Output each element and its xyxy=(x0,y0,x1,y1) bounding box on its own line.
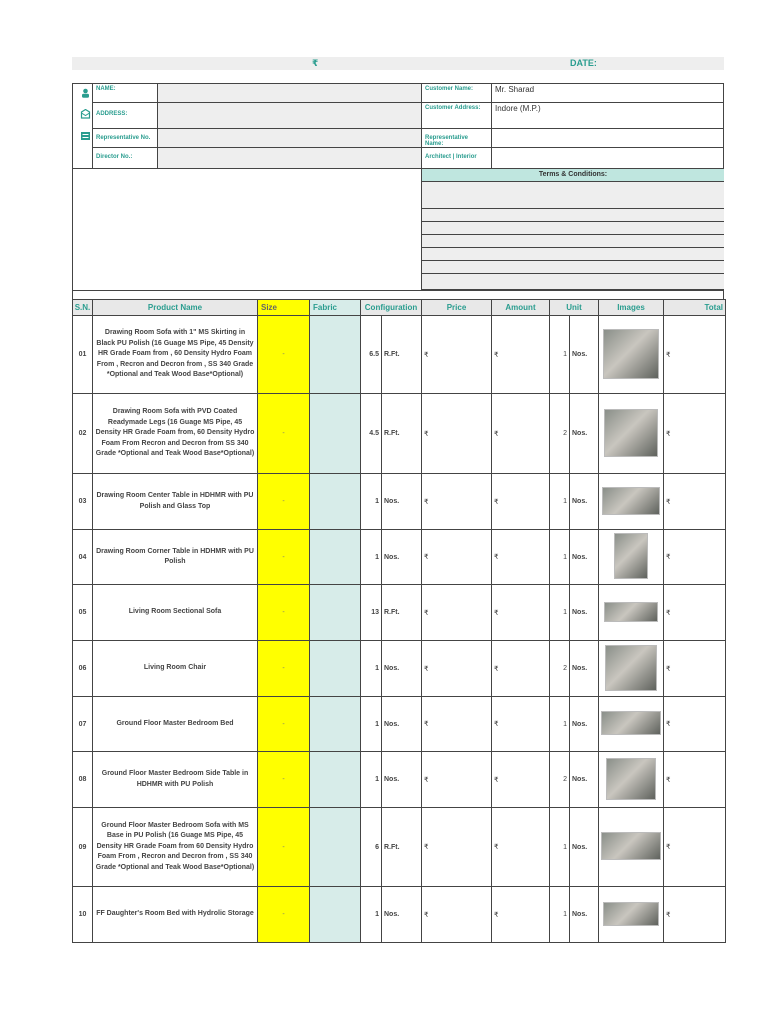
row-total: ₹ xyxy=(664,394,726,474)
row-unit-count: 1 xyxy=(550,474,570,530)
divider xyxy=(73,290,723,291)
product-photo xyxy=(601,832,661,860)
address-field[interactable] xyxy=(157,102,422,129)
header-rupee: ₹ xyxy=(312,58,319,68)
row-amount: ₹ xyxy=(492,585,550,641)
row-price[interactable]: ₹ xyxy=(422,752,492,808)
row-config-unit: R.Ft. xyxy=(382,585,422,641)
row-config-qty: 1 xyxy=(361,474,382,530)
row-size[interactable]: - xyxy=(258,697,310,752)
representative-no-label: Representative No. xyxy=(92,128,158,148)
row-config-unit: Nos. xyxy=(382,887,422,943)
row-amount: ₹ xyxy=(492,394,550,474)
product-photo xyxy=(605,645,657,691)
terms-line[interactable] xyxy=(421,209,724,222)
customer-address-value[interactable]: Indore (M.P.) xyxy=(491,102,724,129)
row-sn: 03 xyxy=(73,474,93,530)
row-total: ₹ xyxy=(664,641,726,697)
row-unit-label: Nos. xyxy=(570,530,599,585)
table-row xyxy=(73,752,726,808)
row-amount: ₹ xyxy=(492,530,550,585)
representative-name-label: Representative Name: xyxy=(421,128,492,148)
terms-line[interactable] xyxy=(421,235,724,248)
row-sn: 02 xyxy=(73,394,93,474)
row-size[interactable]: - xyxy=(258,887,310,943)
col-header-fabric: Fabric xyxy=(310,300,361,316)
header-band xyxy=(72,57,724,70)
row-config-qty: 1 xyxy=(361,697,382,752)
row-price[interactable]: ₹ xyxy=(422,808,492,887)
row-image xyxy=(599,752,664,808)
row-unit-label: Nos. xyxy=(570,316,599,394)
row-size[interactable]: - xyxy=(258,316,310,394)
col-header-configuration: Configuration xyxy=(361,300,422,316)
row-sn: 07 xyxy=(73,697,93,752)
row-config-unit: Nos. xyxy=(382,752,422,808)
row-image xyxy=(599,474,664,530)
representative-no-field[interactable] xyxy=(157,128,422,148)
terms-line[interactable] xyxy=(421,248,724,261)
product-photo xyxy=(602,487,660,515)
row-image xyxy=(599,808,664,887)
row-config-qty: 1 xyxy=(361,530,382,585)
row-product-name: Ground Floor Master Bedroom Sofa with MS Base in PU Polish (16 Guage MS Pipe, 45 Density HR Grade Foam from 60 Density Hydro Foam From , Recron and Decron from , SS 340 Grade *Optional and Teak Wood Base*Optional) xyxy=(93,808,258,887)
row-unit-count: 2 xyxy=(550,641,570,697)
col-header-sn: S.N. xyxy=(73,300,93,316)
row-config-qty: 13 xyxy=(361,585,382,641)
row-total: ₹ xyxy=(664,752,726,808)
table-row xyxy=(73,808,726,887)
row-product-name: Drawing Room Center Table in HDHMR with PU Polish and Glass Top xyxy=(93,474,258,530)
row-image xyxy=(599,530,664,585)
row-product-name: FF Daughter's Room Bed with Hydrolic Storage xyxy=(93,887,258,943)
row-unit-label: Nos. xyxy=(570,641,599,697)
col-header-size: Size xyxy=(258,300,310,316)
row-price[interactable]: ₹ xyxy=(422,641,492,697)
customer-name-label: Customer Name: xyxy=(421,83,492,103)
row-sn: 10 xyxy=(73,887,93,943)
row-size[interactable]: - xyxy=(258,474,310,530)
col-header-images: Images xyxy=(599,300,664,316)
terms-line[interactable] xyxy=(421,182,724,209)
row-amount: ₹ xyxy=(492,887,550,943)
row-sn: 09 xyxy=(73,808,93,887)
row-price[interactable]: ₹ xyxy=(422,316,492,394)
table-row xyxy=(73,394,726,474)
row-price[interactable]: ₹ xyxy=(422,394,492,474)
row-size[interactable]: - xyxy=(258,641,310,697)
address-label: ADDRESS: xyxy=(92,102,158,129)
customer-name-value[interactable]: Mr. Sharad xyxy=(491,83,724,103)
row-total: ₹ xyxy=(664,316,726,394)
row-unit-count: 1 xyxy=(550,316,570,394)
row-unit-label: Nos. xyxy=(570,697,599,752)
row-product-name: Drawing Room Sofa with 1" MS Skirting in Black PU Polish (16 Guage MS Pipe, 45 Density HR Grade Foam from , 60 Density Hydro Foam From , Recron and Decron from , SS 340 Grade *Optional and Teak Wood Base*Optional) xyxy=(93,316,258,394)
row-sn: 04 xyxy=(73,530,93,585)
row-total: ₹ xyxy=(664,530,726,585)
row-sn: 06 xyxy=(73,641,93,697)
row-product-name: Living Room Sectional Sofa xyxy=(93,585,258,641)
row-unit-count: 2 xyxy=(550,752,570,808)
row-config-unit: Nos. xyxy=(382,641,422,697)
row-config-unit: R.Ft. xyxy=(382,316,422,394)
date-label: DATE: xyxy=(570,58,597,68)
col-header-total: Total xyxy=(664,300,726,316)
row-size[interactable]: - xyxy=(258,808,310,887)
row-image xyxy=(599,316,664,394)
row-total: ₹ xyxy=(664,697,726,752)
name-label: NAME: xyxy=(92,83,158,103)
row-config-unit: Nos. xyxy=(382,697,422,752)
product-photo xyxy=(603,902,659,926)
envelope-icon xyxy=(80,109,91,119)
table-row xyxy=(73,697,726,752)
row-unit-label: Nos. xyxy=(570,887,599,943)
row-total: ₹ xyxy=(664,887,726,943)
row-price[interactable]: ₹ xyxy=(422,530,492,585)
table-row xyxy=(73,585,726,641)
row-image xyxy=(599,641,664,697)
table-row xyxy=(73,474,726,530)
col-header-amount: Amount xyxy=(492,300,550,316)
row-fabric[interactable] xyxy=(310,887,361,943)
table-row xyxy=(73,530,726,585)
row-config-unit: R.Ft. xyxy=(382,808,422,887)
row-price[interactable]: ₹ xyxy=(422,474,492,530)
row-amount: ₹ xyxy=(492,316,550,394)
col-header-product: Product Name xyxy=(93,300,258,316)
row-sn: 01 xyxy=(73,316,93,394)
table-header-row xyxy=(73,300,726,316)
row-fabric[interactable] xyxy=(310,808,361,887)
product-photo xyxy=(601,711,661,735)
row-unit-label: Nos. xyxy=(570,752,599,808)
quotation-table xyxy=(72,299,726,943)
architect-interior-field[interactable] xyxy=(491,147,724,169)
row-image xyxy=(599,585,664,641)
row-total: ₹ xyxy=(664,585,726,641)
row-fabric[interactable] xyxy=(310,641,361,697)
row-unit-label: Nos. xyxy=(570,585,599,641)
row-price[interactable]: ₹ xyxy=(422,697,492,752)
row-unit-count: 2 xyxy=(550,394,570,474)
row-unit-count: 1 xyxy=(550,697,570,752)
row-size[interactable]: - xyxy=(258,530,310,585)
product-photo xyxy=(606,758,656,800)
row-config-unit: Nos. xyxy=(382,474,422,530)
row-fabric[interactable] xyxy=(310,697,361,752)
row-price[interactable]: ₹ xyxy=(422,585,492,641)
row-config-unit: Nos. xyxy=(382,530,422,585)
person-icon xyxy=(80,88,91,98)
terms-line[interactable] xyxy=(421,261,724,274)
product-photo xyxy=(614,533,648,579)
row-config-qty: 6 xyxy=(361,808,382,887)
row-sn: 08 xyxy=(73,752,93,808)
row-config-qty: 1 xyxy=(361,887,382,943)
row-fabric[interactable] xyxy=(310,752,361,808)
row-unit-count: 1 xyxy=(550,887,570,943)
row-product-name: Living Room Chair xyxy=(93,641,258,697)
row-image xyxy=(599,697,664,752)
row-size[interactable]: - xyxy=(258,585,310,641)
director-no-label: Director No.: xyxy=(92,147,158,169)
row-product-name: Ground Floor Master Bedroom Side Table in HDHMR with PU Polish xyxy=(93,752,258,808)
customer-address-label: Customer Address: xyxy=(421,102,492,129)
table-row xyxy=(73,887,726,943)
id-card-icon xyxy=(80,131,91,141)
row-amount: ₹ xyxy=(492,641,550,697)
table-row xyxy=(73,641,726,697)
row-config-qty: 1 xyxy=(361,752,382,808)
row-amount: ₹ xyxy=(492,752,550,808)
row-config-qty: 1 xyxy=(361,641,382,697)
product-photo xyxy=(604,409,658,457)
table-row xyxy=(73,316,726,394)
name-field[interactable] xyxy=(157,83,422,103)
row-config-qty: 4.5 xyxy=(361,394,382,474)
row-image xyxy=(599,887,664,943)
terms-title: Terms & Conditions: xyxy=(421,169,724,182)
representative-name-field[interactable] xyxy=(491,128,724,148)
customer-info-box xyxy=(72,83,724,169)
terms-line[interactable] xyxy=(421,274,724,290)
row-amount: ₹ xyxy=(492,808,550,887)
row-unit-label: Nos. xyxy=(570,474,599,530)
director-no-field[interactable] xyxy=(157,147,422,169)
row-fabric[interactable] xyxy=(310,474,361,530)
row-unit-label: Nos. xyxy=(570,394,599,474)
row-size[interactable]: - xyxy=(258,394,310,474)
row-sn: 05 xyxy=(73,585,93,641)
terms-line[interactable] xyxy=(421,222,724,235)
row-product-name: Ground Floor Master Bedroom Bed xyxy=(93,697,258,752)
row-product-name: Drawing Room Corner Table in HDHMR with PU Polish xyxy=(93,530,258,585)
row-unit-count: 1 xyxy=(550,530,570,585)
row-fabric[interactable] xyxy=(310,585,361,641)
product-photo xyxy=(603,329,659,379)
architect-interior-label: Architect | Interior xyxy=(421,147,492,169)
row-product-name: Drawing Room Sofa with PVD Coated Readymade Legs (16 Guage MS Pipe, 45 Density HR Grade Foam from, 60 Density Hydro Foam From Recron and Decron from SS 340 Grade *Optional and Teak Wood Base*Optional) xyxy=(93,394,258,474)
row-unit-label: Nos. xyxy=(570,808,599,887)
row-amount: ₹ xyxy=(492,697,550,752)
row-size[interactable]: - xyxy=(258,752,310,808)
row-config-qty: 6.5 xyxy=(361,316,382,394)
row-total: ₹ xyxy=(664,474,726,530)
row-image xyxy=(599,394,664,474)
row-unit-count: 1 xyxy=(550,808,570,887)
row-fabric[interactable] xyxy=(310,316,361,394)
terms-section xyxy=(72,168,724,300)
row-fabric[interactable] xyxy=(310,530,361,585)
row-price[interactable]: ₹ xyxy=(422,887,492,943)
row-config-unit: R.Ft. xyxy=(382,394,422,474)
col-header-price: Price xyxy=(422,300,492,316)
col-header-unit: Unit xyxy=(550,300,599,316)
row-fabric[interactable] xyxy=(310,394,361,474)
row-total: ₹ xyxy=(664,808,726,887)
product-photo xyxy=(604,602,658,622)
row-unit-count: 1 xyxy=(550,585,570,641)
row-amount: ₹ xyxy=(492,474,550,530)
